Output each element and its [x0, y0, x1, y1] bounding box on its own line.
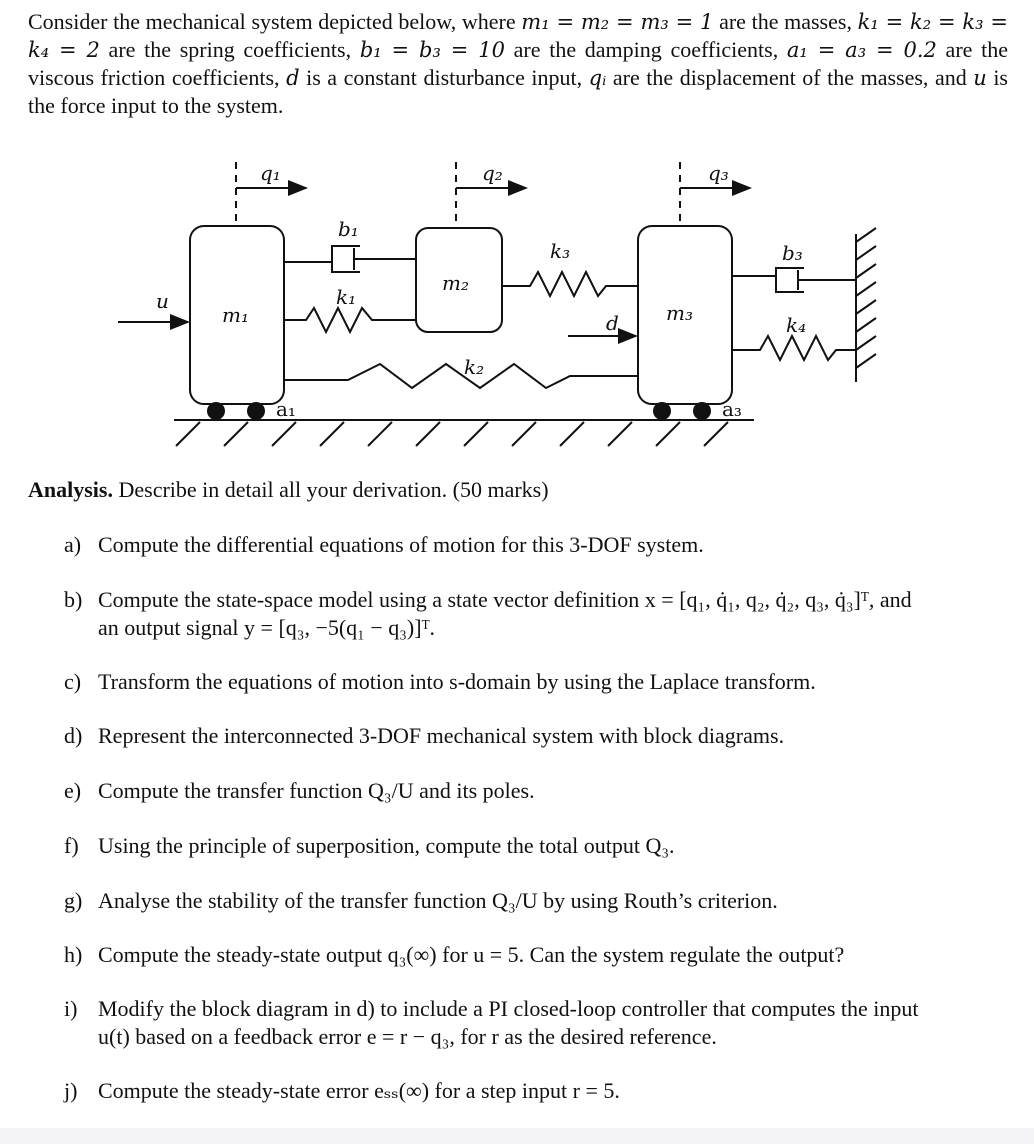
label-m2: m₂ — [442, 271, 469, 295]
analysis-heading — [28, 476, 1008, 504]
question-text: Analyse the stability of the transfer function Q₃/U by using Routh’s criterion. — [98, 888, 778, 913]
question-text: Represent the interconnected 3-DOF mechanical system with block diagrams. — [98, 723, 785, 748]
u-symbol: u — [973, 66, 987, 90]
question-label: b) — [64, 587, 83, 612]
question-text: Modify the block diagram in d) to include a PI closed-loop controller that computes the input — [98, 996, 919, 1021]
analysis-title: Analysis. — [28, 477, 113, 502]
label-k3: k₃ — [550, 239, 571, 263]
question-label: e) — [64, 778, 82, 803]
spring-k2 — [284, 364, 638, 388]
label-b1: b₁ — [338, 217, 359, 241]
mechanical-system-diagram — [100, 150, 880, 450]
question-label: h) — [64, 942, 83, 967]
question-e — [64, 777, 994, 805]
question-f — [64, 832, 994, 860]
label-m3: m₃ — [666, 301, 693, 325]
wheel-m3-right — [693, 402, 711, 420]
spring-k4 — [732, 336, 856, 360]
question-j — [64, 1077, 994, 1105]
right-wall — [856, 228, 876, 382]
label-k1: k₁ — [336, 285, 357, 309]
spring-k1 — [284, 308, 416, 332]
label-q3: q₃ — [708, 161, 729, 185]
question-label: j) — [64, 1078, 78, 1103]
question-label: i) — [64, 996, 78, 1021]
spring-k3 — [502, 272, 638, 296]
question-label: a) — [64, 532, 82, 557]
question-d — [64, 722, 994, 750]
question-text: Compute the steady-state error eₛₛ(∞) for a step input r = 5. — [98, 1078, 620, 1103]
question-text: Transform the equations of motion into s-domain by using the Laplace transform. — [98, 669, 816, 694]
question-text: Compute the differential equations of motion for this 3-DOF system. — [98, 532, 704, 557]
masses-tail: are the masses, — [713, 9, 858, 34]
question-text: Compute the steady-state output q₃(∞) for u = 5. Can the system regulate the output? — [98, 942, 845, 967]
viscous-expression: a₁ = a₃ = 0.2 — [786, 38, 937, 62]
question-label: c) — [64, 669, 82, 694]
label-d: d — [606, 311, 619, 335]
label-a3: a₃ — [722, 397, 742, 421]
label-q1: q₁ — [260, 161, 281, 185]
question-c — [64, 668, 994, 696]
question-label: g) — [64, 888, 83, 913]
label-m1: m₁ — [222, 303, 249, 327]
label-k4: k₄ — [786, 313, 807, 337]
question-b — [64, 586, 994, 642]
problem-statement — [28, 8, 1008, 120]
damper-b3 — [732, 268, 856, 292]
label-b3: b₃ — [782, 241, 803, 265]
page-bottom-edge — [0, 1128, 1034, 1144]
label-k2: k₂ — [464, 355, 485, 379]
dampers-expression: b₁ = b₃ = 10 — [359, 38, 505, 62]
label-q2: q₂ — [482, 161, 503, 185]
springs-tail: are the spring coefficients, — [99, 37, 360, 62]
question-text: Compute the state-space model using a state vector definition x = [q₁, q̇₁, q₂, q̇₂, q₃, q̇₃]ᵀ, and — [98, 587, 912, 612]
d-tail: is a constant disturbance input, — [299, 65, 589, 90]
question-a — [64, 531, 994, 559]
d-symbol: d — [286, 66, 300, 90]
question-h — [64, 941, 994, 969]
question-label: d) — [64, 723, 83, 748]
intro-lead: Consider the mechanical system depicted below, where — [28, 9, 522, 34]
wheel-m1-right — [247, 402, 265, 420]
question-text: Compute the transfer function Q₃/U and its poles. — [98, 778, 535, 803]
wheel-m3-left — [653, 402, 671, 420]
damper-b1 — [284, 246, 416, 272]
q-symbol: qᵢ — [588, 66, 607, 90]
question-text-continued: an output signal y = [q₃, −5(q₁ − q₃)]ᵀ. — [98, 615, 436, 640]
dampers-tail: are the damping coefficients, — [504, 37, 787, 62]
q-tail: are the displacement of the masses, and — [606, 65, 974, 90]
viscous-tail: are the viscous friction coefficients, — [28, 37, 1008, 90]
question-text: Using the principle of superposition, compute the total output Q₃. — [98, 833, 675, 858]
masses-expression: m₁ = m₂ = m₃ = 1 — [521, 10, 714, 34]
question-label: f) — [64, 833, 79, 858]
u-tail: is the force input to the system. — [28, 65, 1008, 118]
label-u: u — [156, 289, 169, 313]
springs-expression: k₁ = k₂ = k₃ = k₄ = 2 — [28, 10, 1008, 62]
question-i — [64, 995, 994, 1051]
analysis-text: Describe in detail all your derivation. (50 marks) — [112, 477, 549, 502]
ground — [174, 420, 754, 446]
label-a1: a₁ — [276, 397, 296, 421]
question-g — [64, 887, 994, 915]
question-text-continued: u(t) based on a feedback error e = r − q₃, for r as the desired reference. — [98, 1024, 717, 1049]
wheel-m1-left — [207, 402, 225, 420]
